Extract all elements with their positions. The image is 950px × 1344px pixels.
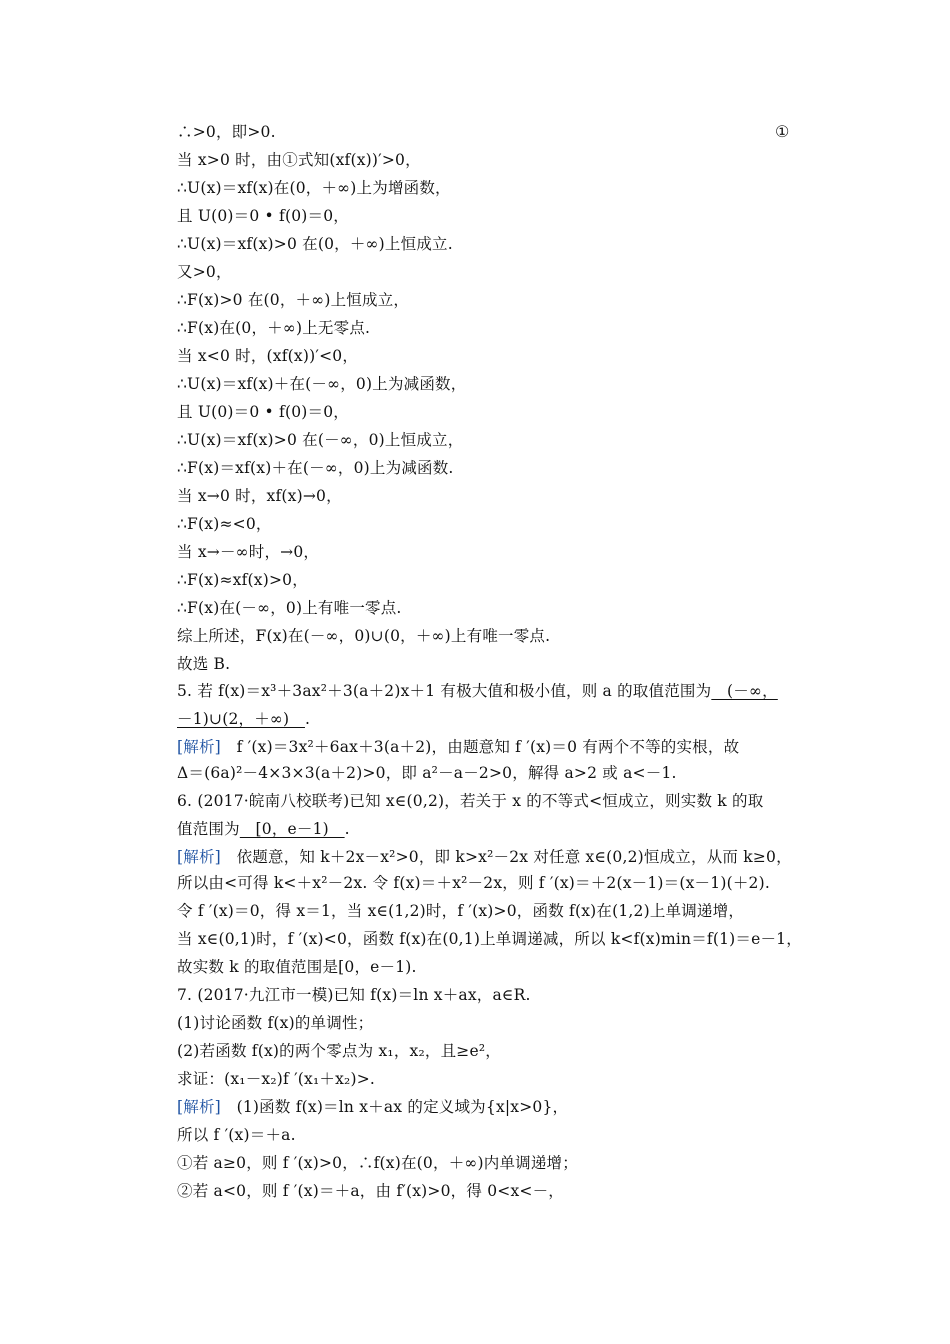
question-6-stem-cont <box>177 819 350 839</box>
question-5-answer-1: (－∞， <box>711 682 778 700</box>
text-line: ∴U(x)＝xf(x)在(0，＋∞)上为增函数， <box>177 179 451 197</box>
text-line: 当 x<0 时，(xf(x))′<0， <box>177 347 359 365</box>
question-6-answer: [0，e－1) <box>239 820 345 838</box>
text-line: 当 x>0 时，由①式知(xf(x))′>0， <box>177 151 421 169</box>
text-line: 又>0， <box>177 263 232 281</box>
text-line: ∴F(x)>0 在(0，＋∞)上恒成立， <box>177 291 410 309</box>
question-7-analysis <box>177 1097 568 1117</box>
question-5-stem <box>177 681 778 701</box>
question-6-analysis <box>177 847 792 867</box>
question-5-stem-cont <box>177 709 310 729</box>
text-line: 当 x→－∞时，→0， <box>177 543 320 561</box>
analysis-text: 故实数 k 的取值范围是[0，e－1). <box>177 958 417 976</box>
analysis-text: (1)函数 f(x)＝ln x＋ax 的定义域为{x|x>0}， <box>220 1098 569 1116</box>
text-line: ∴F(x)在(－∞，0)上有唯一零点. <box>177 599 402 617</box>
question-6-text: 值范围为 <box>177 820 240 838</box>
text-line: ∴F(x)＝xf(x)＋在(－∞，0)上为减函数. <box>177 459 454 477</box>
analysis-text: 依题意，知 k＋2x－x²>0，即 k>x²－2x 对任意 x∈(0,2)恒成立，从而 k≥0， <box>220 848 792 866</box>
question-5-text: 5. 若 f(x)＝x³＋3ax²＋3(a＋2)x＋1 有极大值和极小值，则 a 的取值范围为 <box>177 682 712 700</box>
analysis-text: 所以 f ′(x)＝＋a. <box>177 1126 296 1144</box>
analysis-text: ①若 a≥0，则 f ′(x)>0，∴f(x)在(0，＋∞)内单调递增； <box>177 1154 578 1172</box>
equation-marker: ① <box>775 122 790 141</box>
text-line: ∴U(x)＝xf(x)>0 在(0，＋∞)上恒成立. <box>177 235 453 253</box>
period: . <box>344 820 350 838</box>
question-5-answer-2: －1)∪(2，＋∞) <box>177 710 305 728</box>
text-line: ∴U(x)＝xf(x)>0 在(－∞，0)上恒成立， <box>177 431 464 449</box>
text-line: ∴F(x)≈<0， <box>177 515 272 533</box>
analysis-text: Δ＝(6a)²－4×3×3(a＋2)>0，即 a²－a－2>0，解得 a>2 或 a<－1. <box>177 764 677 782</box>
analysis-text: 当 x∈(0,1)时，f ′(x)<0，函数 f(x)在(0,1)上单调递减，所以 k<f(x)min＝f(1)＝e－1， <box>177 930 802 948</box>
text-line: ∴F(x)≈xf(x)>0， <box>177 571 308 589</box>
analysis-text: 令 f ′(x)＝0，得 x＝1，当 x∈(1,2)时，f ′(x)>0，函数 f(x)在(1,2)上单调递增， <box>177 902 745 920</box>
analysis-text: 所以由<可得 k<＋x²－2x. 令 f(x)＝＋x²－2x，则 f ′(x)＝＋2(x－1)＝(x－1)(＋2). <box>177 874 770 892</box>
question-7-prove: 求证：(x₁－x₂)f ′(x₁＋x₂)>. <box>177 1070 376 1088</box>
text-line: 综上所述，F(x)在(－∞，0)∪(0，＋∞)上有唯一零点. <box>177 627 551 645</box>
analysis-label: [解析] <box>177 1098 221 1116</box>
text-line: 故选 B. <box>177 655 231 673</box>
analysis-label: [解析] <box>177 738 221 756</box>
text-line: 且 U(0)＝0 • f(0)＝0， <box>177 403 349 421</box>
text-line: 当 x→0 时，xf(x)→0， <box>177 487 342 505</box>
question-5-analysis <box>177 737 739 757</box>
analysis-label: [解析] <box>177 848 221 866</box>
question-6-stem: 6. (2017·皖南八校联考)已知 x∈(0,2)，若关于 x 的不等式<恒成立，则实数 k 的取 <box>177 792 764 810</box>
period: . <box>304 710 311 728</box>
text-line: ∴F(x)在(0，＋∞)上无零点. <box>177 319 371 337</box>
question-7-stem: 7. (2017·九江市一模)已知 f(x)＝ln x＋ax，a∈R. <box>177 986 531 1004</box>
text-line: ∴>0，即>0. <box>177 123 276 141</box>
question-7-part-2: (2)若函数 f(x)的两个零点为 x₁，x₂，且≥e²， <box>177 1042 501 1060</box>
analysis-text: f ′(x)＝3x²＋6ax＋3(a＋2)，由题意知 f ′(x)＝0 有两个不等的实根，故 <box>220 738 740 756</box>
text-line: ∴U(x)＝xf(x)＋在(－∞，0)上为减函数， <box>177 375 467 393</box>
analysis-text: ②若 a<0，则 f ′(x)＝＋a，由 f′(x)>0，得 0<x<－， <box>177 1182 564 1200</box>
question-7-part-1: (1)讨论函数 f(x)的单调性； <box>177 1014 374 1032</box>
text-line: 且 U(0)＝0 • f(0)＝0， <box>177 207 349 225</box>
